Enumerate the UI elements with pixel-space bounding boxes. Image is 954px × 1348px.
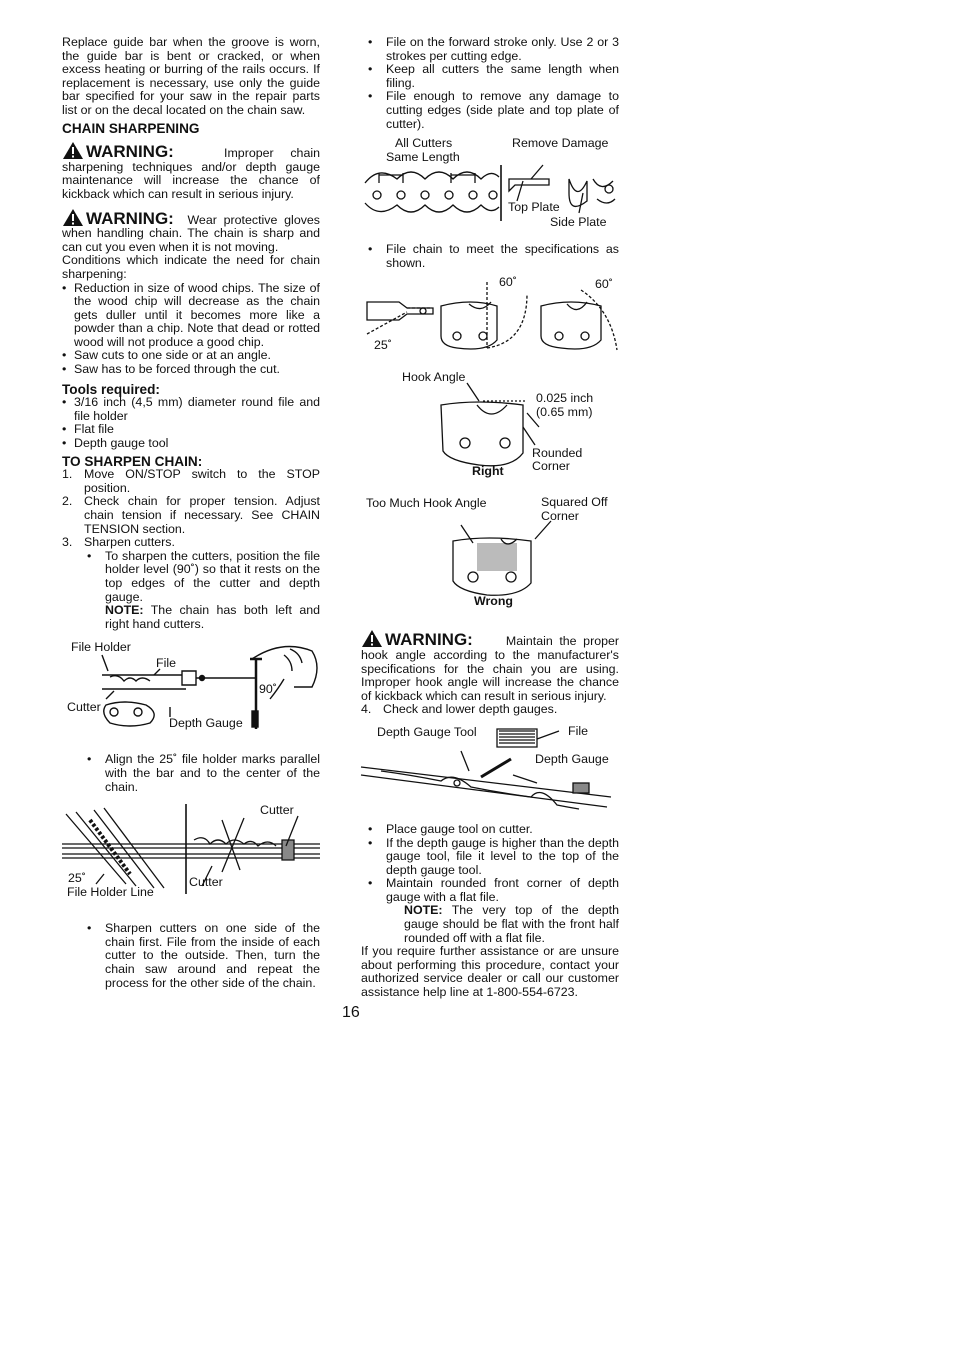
angle-25-label: 25˚ xyxy=(68,871,86,886)
list-item: • Sharpen cutters on one side of the chain first. File from the inside of each cutter to the outside. Then, turn the chain saw around and repeat the process for the other side of the chain. xyxy=(62,922,320,990)
hook-angle-label: Hook Angle xyxy=(402,370,466,385)
list-item: • File enough to remove any damage to cutting edges (side plate and top plate of cutter). xyxy=(343,90,619,131)
note-1: NOTE: The chain has both left and right hand cutters. xyxy=(105,603,321,631)
list-item: • To sharpen the cutters, position the file holder level (90˚) so that it rests on the top edges of the cutter and depth gauge. xyxy=(62,550,320,604)
note-2: NOTE: The very top of the depth gauge should be flat with the front half rounded off with a flat file. xyxy=(404,903,620,945)
depth-gauge-figure xyxy=(361,725,619,819)
depth-gauge-label: Depth Gauge xyxy=(535,751,609,766)
top-plate-label: Top Plate xyxy=(508,200,560,215)
depth-gauge-label: Depth Gauge xyxy=(169,716,243,731)
page-number: 16 xyxy=(342,1004,360,1021)
file-label: File xyxy=(568,723,588,738)
file-label: File xyxy=(156,656,176,671)
corner-label: Corner xyxy=(541,509,579,524)
warning-block-1 xyxy=(62,141,320,201)
warning-label: WARNING: xyxy=(385,630,473,650)
sub-bullet-list xyxy=(62,550,320,604)
file-holder-line-label: File Holder Line xyxy=(67,885,154,900)
warning-block-3 xyxy=(361,629,619,703)
tools-list xyxy=(62,396,320,450)
depth-gauge-steps-list xyxy=(343,823,619,905)
cutter-label: Cutter xyxy=(67,700,101,715)
squared-off-label: Squared Off xyxy=(541,495,608,510)
warning-triangle-icon xyxy=(361,629,383,648)
angle-60-left-label: 60˚ xyxy=(499,275,517,290)
list-item: • Place gauge tool on cutter. xyxy=(343,823,619,837)
cutter-bottom-label: Cutter xyxy=(189,875,223,890)
warning-triangle-icon xyxy=(62,141,84,160)
filing-angles-illustration xyxy=(361,276,619,364)
correct-hook-figure xyxy=(361,371,619,489)
tools-heading: Tools required: xyxy=(62,381,160,397)
corner-label: Corner xyxy=(532,459,570,474)
depth-gauge-tool-label: Depth Gauge Tool xyxy=(377,724,477,739)
closing-text: If you require further assistance or are unsure about performing this procedure, contact your authorized service dealer or call our customer assistance help line at 1-800-554-6723. xyxy=(361,944,619,1000)
warning-triangle-icon xyxy=(62,208,84,227)
too-much-hook-label: Too Much Hook Angle xyxy=(366,496,487,511)
list-item: • Reduction in size of wood chips. The size of the wood chip will decrease as the chain gets duller until it becomes more like a powder than a chip. Note that dead or rotted wood will not produce a good chip. xyxy=(62,282,320,350)
remove-damage-label: Remove Damage xyxy=(512,136,609,151)
list-item: • Saw has to be forced through the cut. xyxy=(62,363,320,377)
list-item: • File on the forward stroke only. Use 2 or 3 strokes per cutting edge. xyxy=(343,36,619,63)
angle-spec-figure xyxy=(361,276,619,364)
warning-text: Improper chain sharpening techniques and/or depth gauge maintenance will increase the chance of kickback which can result in serious injury. xyxy=(62,146,320,201)
cutter-length-figure xyxy=(361,135,619,239)
spec-list xyxy=(343,243,619,270)
guide-bar-intro: Replace guide bar when the groove is worn, the guide bar is bent or cracked, or when excess heating or burring of the rails occurs. If replacement is necessary, use only the guide bar specified for your saw in the repair parts list or on the decal located on the chain saw. xyxy=(62,35,320,117)
sub-bullet-list xyxy=(62,922,320,990)
list-item: • File chain to meet the specifications as shown. xyxy=(343,243,619,270)
file-holder-line-figure xyxy=(62,804,320,914)
right-caption: Right xyxy=(472,464,504,479)
sub-bullet-list xyxy=(62,753,320,794)
step-4-list xyxy=(361,703,619,717)
list-item: • Maintain rounded front corner of depth gauge with a flat file. xyxy=(343,877,619,904)
to-sharpen-heading: TO SHARPEN CHAIN: xyxy=(62,453,203,469)
list-item: 4. Check and lower depth gauges. xyxy=(361,702,558,717)
list-item: 1. Move ON/STOP switch to the STOP position. xyxy=(62,467,320,495)
mm-label: (0.65 mm) xyxy=(536,405,593,420)
file-holder-figure xyxy=(62,641,320,745)
all-cutters-label: All Cutters xyxy=(395,136,453,151)
list-item: • Align the 25˚ file holder marks parallel with the bar and to the center of the chain. xyxy=(62,753,320,794)
list-item: • Depth gauge tool xyxy=(62,437,320,451)
side-plate-label: Side Plate xyxy=(550,215,607,230)
right-column xyxy=(361,36,619,1000)
list-item: • 3/16 inch (4,5 mm) diameter round file and file holder xyxy=(62,396,320,423)
wrong-hook-figure xyxy=(361,497,619,617)
angle-25-label: 25˚ xyxy=(374,338,392,353)
list-item: • Flat file xyxy=(62,423,320,437)
left-column xyxy=(62,36,320,990)
rounded-label: Rounded xyxy=(532,446,583,461)
angle-60-right-label: 60˚ xyxy=(595,277,613,292)
inch-label: 0.025 inch xyxy=(536,391,594,406)
angle-90-label: 90˚ xyxy=(259,682,277,697)
file-holder-label: File Holder xyxy=(71,640,131,655)
cutter-top-label: Cutter xyxy=(260,803,294,818)
steps-list xyxy=(62,468,320,550)
list-item: • Saw cuts to one side or at an angle. xyxy=(62,349,320,363)
same-length-label: Same Length xyxy=(386,150,460,165)
list-item: 3. Sharpen cutters. xyxy=(62,535,175,550)
conditions-intro: Conditions which indicate the need for chain sharpening: xyxy=(62,253,320,281)
warning-label: WARNING: xyxy=(86,208,174,228)
list-item: 2. Check chain for proper tension. Adjust chain tension if necessary. See CHAIN TENSION section. xyxy=(62,494,320,536)
filing-tips-list xyxy=(343,36,619,131)
warning-block-2 xyxy=(62,208,320,255)
warning-label: WARNING: xyxy=(86,142,174,162)
list-item: • Keep all cutters the same length when filing. xyxy=(343,63,619,90)
wrong-caption: Wrong xyxy=(474,594,513,609)
list-item: • If the depth gauge is higher than the depth gauge tool, file it level to the top of the depth gauge tool. xyxy=(343,837,619,878)
warning-text: Wear protective gloves when handling chain. The chain is sharp and can cut you even when it is not moving. xyxy=(62,212,320,254)
warning-text: Maintain the proper hook angle according to the manufacturer's specifications for the chain you are using. Improper hook angle will increase the chance of kickback which can result in serious injury. xyxy=(361,634,619,703)
conditions-list xyxy=(62,282,320,377)
chain-sharpening-heading: CHAIN SHARPENING xyxy=(62,120,200,136)
